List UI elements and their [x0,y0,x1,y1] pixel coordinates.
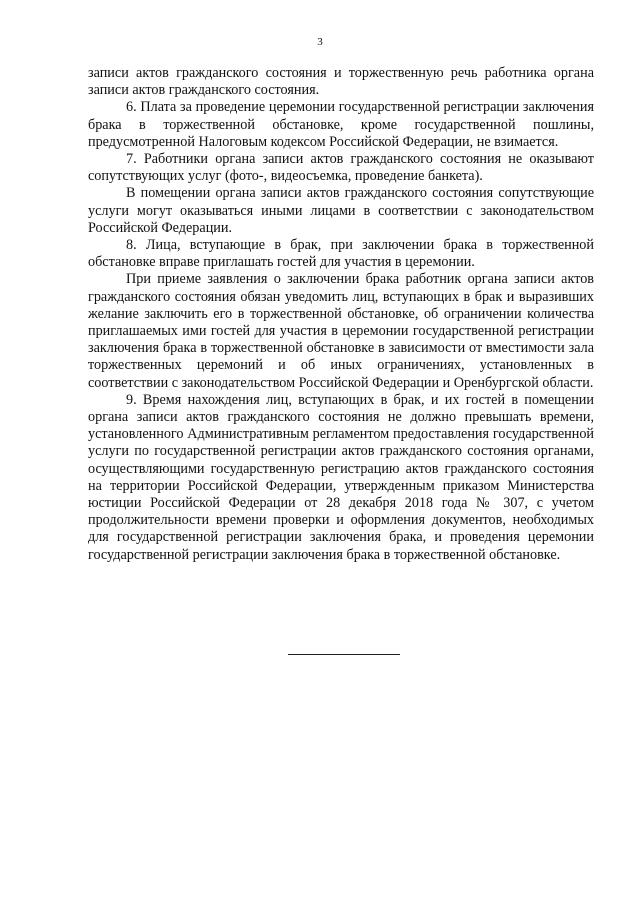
paragraph-continuation: записи актов гражданского состояния и торжественную речь работника органа записи актов гражданского состояния. [88,65,594,99]
end-of-document-rule [288,654,400,655]
paragraph-item-7: 7. Работники органа записи актов гражданского состояния не оказывают сопутствующих услуг (фото-, видеосъемка, проведение банкета). [88,151,594,185]
document-body [88,65,594,564]
paragraph-item-9: 9. Время нахождения лиц, вступающих в брак, и их гостей в помещении органа записи актов гражданского состояния не должно превышать времени, установленного Административным регламентом предоставления государственной услуги по государственной регистрации актов гражданского состояния органами, осуществляющими государственную регистрацию актов гражданского состояния на территории Российской Федерации, утвержденным приказом Министерства юстиции Российской Федерации от 28 декабря 2018 года № 307, с учетом продолжительности времени проверки и оформления документов, необходимых для государственной регистрации заключения брака, и проведения церемонии государственной регистрации заключения брака в торжественной обстановке. [88,391,594,563]
paragraph-item-8: 8. Лица, вступающие в брак, при заключении брака в торжественной обстановке вправе приглашать гостей для участия в церемонии. [88,237,594,271]
paragraph-item-6: 6. Плата за проведение церемонии государственной регистрации заключения брака в торжественной обстановке, кроме государственной пошлины, предусмотренной Налоговым кодексом Российской Федерации, не взимается. [88,99,594,150]
paragraph-item-7-note: В помещении органа записи актов гражданского состояния сопутствующие услуги могут оказываться иными лицами в соответствии с законодательством Российской Федерации. [88,185,594,236]
paragraph-item-8-note: При приеме заявления о заключении брака работник органа записи актов гражданского состояния обязан уведомить лиц, вступающих в брак и выразивших желание заключить его в торжественной обстановке, об ограничении количества приглашаемых ими гостей для участия в церемонии государственной регистрации заключения брака в торжественной обстановке в зависимости от вместимости зала торжественных церемоний и об иных ограничениях, установленных в соответствии с законодательством Российской Федерации и Оренбургской области. [88,271,594,391]
page-number: 3 [317,36,323,48]
